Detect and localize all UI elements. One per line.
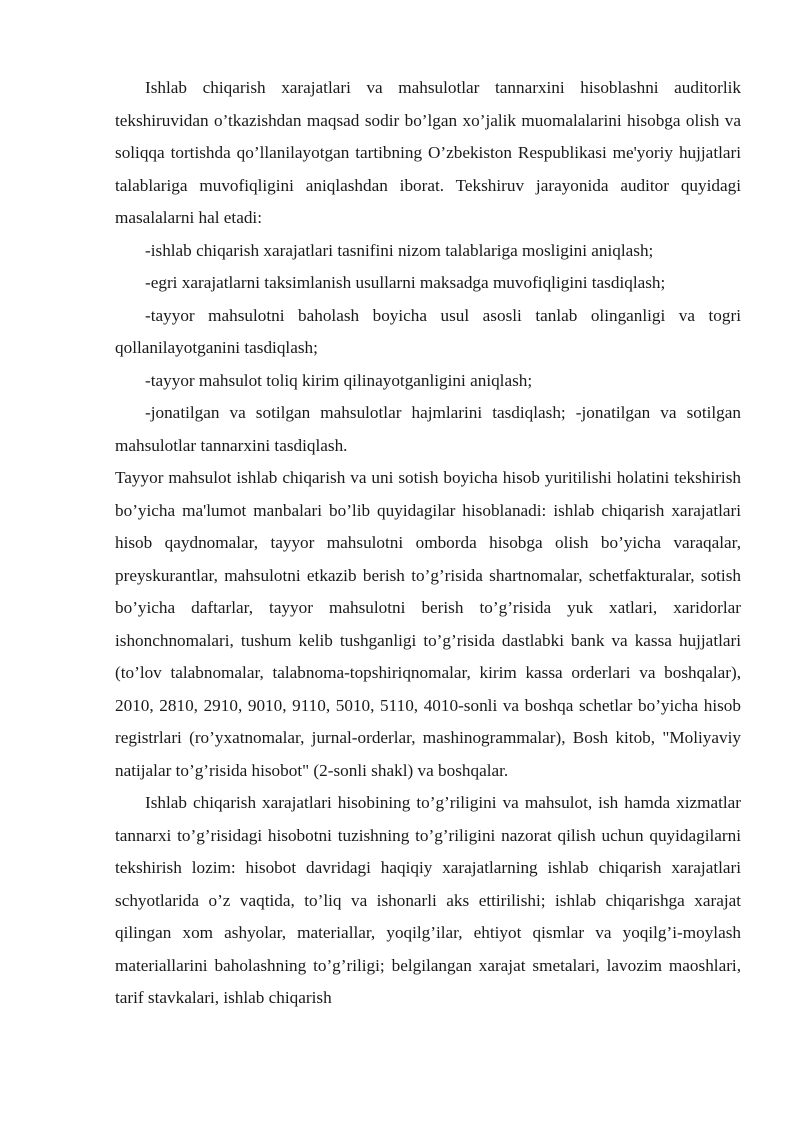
list-item-indirect-costs: -egri xarajatlarni taksimlanish usullarni maksadga muvofiqligini tasdiqlash; (145, 273, 666, 292)
paragraph-information-sources: Tayyor mahsulot ishlab chiqarish va uni sotish boyicha hisob yuritilishi holatini tekshirish bo’yicha ma'lumot manbalari bo’lib quyidagilar hisoblanadi: ishlab chiqarish xarajatlari hisob qaydnomalar, tayyor mahsulotni omborda hisobga olish bo’yicha varaqalar, preyskurantlar, mahsulotni etkazib berish to’g’risida shartnomalar, schetfakturalar, sotish bo’yicha daftarlar, tayyor mahsulotni berish to’g’risida yuk xatlari, xaridorlar ishonchnomalari, tushum kelib tushganligi to’g’risida dastlabki bank va kassa hujjatlari (to’lov talabnomalar, talabnoma-topshiriqnomalar, kirim kassa orderlari va boshqalar), 2010, 2810, 2910, 9010, 9110, 5010, 5110, 4010-sonli va boshqa schetlar bo’yicha hisob registrlari (ro’yxatnomalar, jurnal-orderlar, mashinogrammalar), Bosh kitob, "Moliyaviy natijalar to’g’risida hisobot" (2-sonli shakl) va boshqalar. (115, 468, 741, 780)
paragraph-audit-purpose: Ishlab chiqarish xarajatlari va mahsulotlar tannarxini hisoblashni auditorlik tekshiruvidan o’tkazishdan maqsad sodir bo’lgan xo’jalik muomalalarini hisobga olish va soliqqa tortishda qo’llanilayotgan tartibning O’zbekiston Respublikasi me'yoriy hujjatlari talablariga muvofiqligini aniqlashdan iborat. Tekshiruv jarayonida auditor quyidagi masalalarni hal etadi: (115, 78, 741, 227)
document-page (115, 72, 741, 1015)
list-item-cost-classification: -ishlab chiqarish xarajatlari tasnifini nizom talablariga mosligini aniqlash; (145, 240, 654, 260)
list-item-product-receipt: -tayyor mahsulot toliq kirim qilinayotganligini aniqlash; (145, 370, 533, 390)
list-item-shipped-sold: -jonatilgan va sotilgan mahsulotlar hajmlarini tasdiqlash; -jonatilgan va sotilgan mahsulotlar tannarxini tasdiqlash. (115, 403, 741, 455)
paragraph-cost-accounting-control: Ishlab chiqarish xarajatlari hisobining to’g’riligini va mahsulot, ish hamda xizmatlar tannarxi to’g’risidagi hisobotni tuzishning to’g’riligini nazorat qilish uchun quyidagilarni tekshirish lozim: hisobot davridagi haqiqiy xarajatlarning ishlab chiqarish xarajatlari schyotlarida o’z vaqtida, to’liq va ishonarli aks ettirilishi; ishlab chiqarishga xarajat qilingan xom ashyolar, materiallar, yoqilg’ilar, ehtiyot qismlar va yoqilg’i-moylash materiallarini baholashning to’g’riligi; belgilangan xarajat smetalari, lavozim maoshlari, tarif stavkalari, ishlab chiqarish (115, 793, 741, 1007)
list-item-product-valuation: -tayyor mahsulotni baholash boyicha usul asosli tanlab olinganligi va togri qollanilayotganini tasdiqlash; (115, 305, 741, 357)
